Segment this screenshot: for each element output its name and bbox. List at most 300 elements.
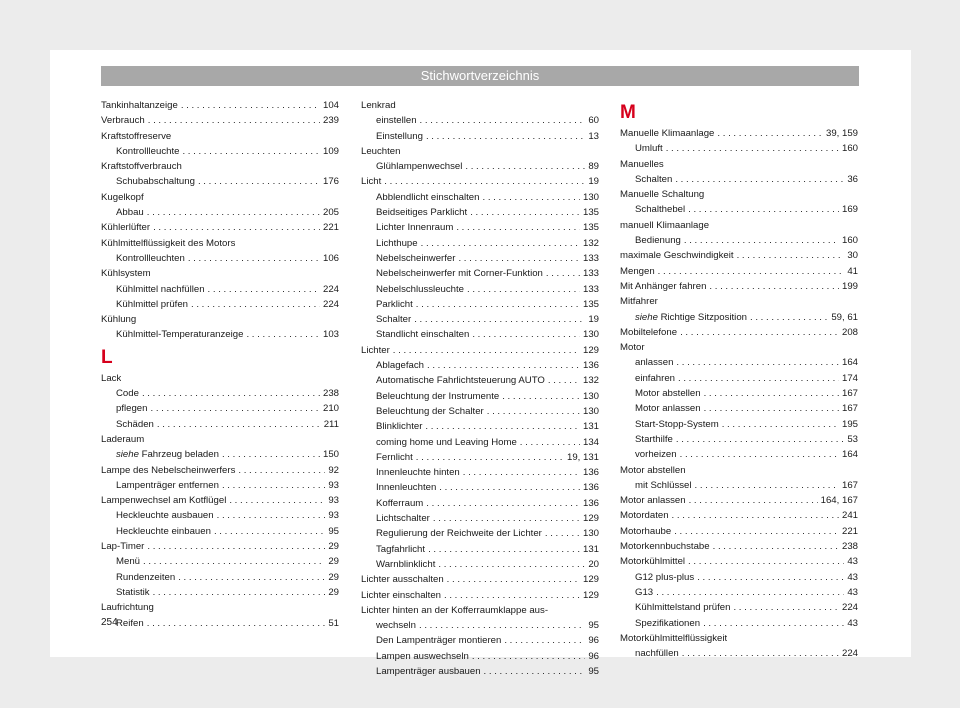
entry-page-ref: 211: [323, 418, 339, 430]
leader-dots: [465, 159, 585, 174]
index-entry: [101, 447, 339, 462]
entry-page-ref: 19: [588, 176, 599, 188]
index-entry: [361, 419, 599, 434]
entry-label: einfahren: [635, 372, 676, 384]
index-entry: [361, 603, 599, 618]
entry-label: manuell Klimaanlage: [620, 219, 710, 231]
entry-label: Kofferraum: [376, 497, 424, 509]
index-entry: [361, 174, 599, 189]
entry-page-ref: 96: [588, 635, 599, 647]
entry-label: Beidseitiges Parklicht: [376, 207, 468, 219]
entry-label: Mengen: [620, 265, 655, 277]
index-entry: [361, 649, 599, 664]
index-entry: [620, 233, 858, 248]
entry-page-ref: 164: [841, 357, 858, 369]
index-entry: [101, 236, 339, 251]
index-entry: [620, 386, 858, 401]
leader-dots: [188, 251, 320, 266]
entry-page-ref: 92: [328, 464, 339, 476]
entry-label: mit Schlüssel: [635, 479, 692, 491]
leader-dots: [688, 202, 839, 217]
index-entry: [101, 266, 339, 281]
entry-label: G12 plus-plus: [635, 571, 695, 583]
index-column-3: [620, 98, 858, 661]
section-letter: L: [101, 346, 113, 368]
leader-dots: [502, 389, 580, 404]
leader-dots: [463, 465, 580, 480]
index-entry: [101, 129, 339, 144]
entry-page-ref: 136: [582, 497, 599, 509]
entry-label: Schalter: [376, 314, 412, 326]
entry-page-ref: 150: [322, 449, 339, 461]
entry-page-ref: 135: [582, 207, 599, 219]
entry-label: Schäden: [116, 418, 154, 430]
leader-dots: [421, 236, 580, 251]
entry-label: nachfüllen: [635, 648, 679, 660]
entry-label: Warnblinklicht: [376, 558, 436, 570]
entry-label: wechseln: [376, 620, 416, 632]
leader-dots: [147, 616, 326, 631]
leader-dots: [709, 279, 839, 294]
leader-dots: [420, 113, 586, 128]
entry-label: Nebelscheinwerfer: [376, 252, 456, 264]
index-entry: [361, 465, 599, 480]
entry-label: Lichthupe: [376, 237, 418, 249]
entry-label: Nebelschlussleuchte: [376, 283, 464, 295]
leader-dots: [750, 310, 828, 325]
leader-dots: [444, 588, 580, 603]
entry-label: pflegen: [116, 403, 148, 415]
entry-page-ref: 167: [841, 403, 858, 415]
entry-page-ref: 39, 159: [825, 128, 858, 139]
index-entry: [101, 327, 339, 342]
entry-label: Bedienung: [635, 235, 681, 247]
entry-label: Schubabschaltung: [116, 176, 195, 188]
entry-page-ref: 95: [328, 525, 339, 537]
entry-page-ref: 43: [847, 556, 858, 568]
index-entry: [101, 463, 339, 478]
leader-dots: [384, 174, 585, 189]
entry-page-ref: 95: [588, 620, 599, 632]
index-entry: [361, 588, 599, 603]
leader-dots: [214, 524, 325, 539]
index-entry: [620, 248, 858, 263]
index-entry: [620, 478, 858, 493]
entry-page-ref: 167: [841, 479, 858, 491]
index-entry: [101, 190, 339, 205]
entry-label: siehe Richtige Sitzposition: [635, 311, 747, 323]
index-entry: [101, 113, 339, 128]
entry-page-ref: 43: [847, 571, 858, 583]
index-column-1: [101, 98, 339, 631]
leader-dots: [222, 447, 320, 462]
leader-dots: [208, 282, 320, 297]
page-header: Stichwortverzeichnis: [101, 66, 859, 86]
index-entry: [361, 236, 599, 251]
leader-dots: [191, 297, 320, 312]
entry-page-ref: 19: [588, 314, 599, 326]
index-entry: [361, 511, 599, 526]
index-entry: [101, 297, 339, 312]
index-entry: [101, 98, 339, 113]
entry-label: Innenleuchten: [376, 482, 437, 494]
entry-label: Motor abstellen: [620, 464, 686, 476]
leader-dots: [684, 233, 839, 248]
entry-page-ref: 164: [841, 449, 858, 461]
leader-dots: [142, 386, 320, 401]
leader-dots: [688, 554, 844, 569]
entry-label: Kühlerlüfter: [101, 222, 151, 234]
leader-dots: [414, 312, 585, 327]
entry-label: Kühlmittelflüssigkeit des Motors: [101, 237, 236, 249]
leader-dots: [482, 190, 580, 205]
entry-label: Kraftstoffverbrauch: [101, 161, 182, 173]
leader-dots: [676, 432, 844, 447]
leader-dots: [733, 600, 839, 615]
leader-dots: [439, 480, 580, 495]
leader-dots: [656, 585, 844, 600]
leader-dots: [198, 174, 320, 189]
index-entry: [620, 279, 858, 294]
entry-label: Kontrollleuchte: [116, 145, 180, 157]
leader-dots: [470, 205, 580, 220]
entry-label: Laderaum: [101, 433, 145, 445]
entry-label: Kühlmittel-Temperaturanzeige: [116, 329, 244, 341]
entry-label: Motor anlassen: [635, 403, 701, 415]
entry-label: Manuelle Schaltung: [620, 189, 705, 201]
leader-dots: [487, 404, 580, 419]
leader-dots: [689, 493, 818, 508]
leader-dots: [426, 129, 585, 144]
index-entry: [620, 616, 858, 631]
entry-label: Lack: [101, 372, 122, 384]
entry-label: Lichtschalter: [376, 513, 430, 525]
entry-page-ref: 208: [841, 326, 858, 338]
entry-label: Lichter Innenraum: [376, 222, 454, 234]
entry-label: Start-Stopp-System: [635, 418, 719, 430]
leader-dots: [697, 570, 844, 585]
leader-dots: [238, 463, 325, 478]
leader-dots: [447, 572, 580, 587]
entry-page-ref: 130: [582, 405, 599, 417]
index-entry: [620, 554, 858, 569]
index-entry: [101, 251, 339, 266]
index-entry: [101, 220, 339, 235]
entry-page-ref: 221: [322, 222, 339, 234]
entry-label: Umluft: [635, 143, 663, 155]
index-entry: [101, 174, 339, 189]
index-entry: [361, 572, 599, 587]
entry-label: Lampenträger ausbauen: [376, 665, 481, 677]
index-entry: [101, 539, 339, 554]
entry-label: Kühlmittelstand prüfen: [635, 602, 731, 614]
leader-dots: [548, 373, 580, 388]
index-entry: [361, 435, 599, 450]
page-number: 254: [101, 617, 118, 628]
index-entry: [620, 417, 858, 432]
entry-label: Abbau: [116, 207, 144, 219]
index-entry: [620, 539, 858, 554]
index-entry: [361, 496, 599, 511]
leader-dots: [153, 585, 326, 600]
entry-label: Heckleuchte einbauen: [116, 525, 211, 537]
entry-label: Motorkennbuchstabe: [620, 541, 710, 553]
entry-label: Innenleuchte hinten: [376, 467, 460, 479]
index-entry: [620, 371, 858, 386]
entry-label: Verbrauch: [101, 115, 145, 127]
entry-label: Motorkühlmittel: [620, 556, 686, 568]
entry-label: Kühlung: [101, 314, 137, 326]
entry-page-ref: 29: [328, 586, 339, 598]
entry-page-ref: 43: [847, 617, 858, 629]
entry-page-ref: 241: [841, 510, 858, 522]
entry-label: maximale Geschwindigkeit: [620, 250, 734, 262]
index-entry: [620, 463, 858, 478]
entry-label: Laufrichtung: [101, 602, 154, 614]
entry-page-ref: 93: [328, 495, 339, 507]
index-entry: [101, 616, 339, 631]
entry-label: Fernlicht: [376, 451, 413, 463]
entry-page-ref: 238: [322, 388, 339, 400]
index-entry: [361, 542, 599, 557]
index-entry: [101, 600, 339, 615]
index-entry: [361, 557, 599, 572]
entry-page-ref: 103: [322, 329, 339, 341]
entry-label: Lichter einschalten: [361, 589, 441, 601]
entry-page-ref: 29: [328, 556, 339, 568]
leader-dots: [717, 126, 823, 141]
entry-label: vorheizen: [635, 449, 677, 461]
leader-dots: [675, 172, 844, 187]
index-entry: [361, 129, 599, 144]
leader-dots: [695, 478, 839, 493]
entry-page-ref: 129: [582, 344, 599, 356]
leader-dots: [467, 282, 580, 297]
index-entry: [101, 159, 339, 174]
entry-page-ref: 53: [847, 433, 858, 445]
entry-page-ref: 132: [582, 237, 599, 249]
entry-label: Starthilfe: [635, 433, 673, 445]
leader-dots: [147, 205, 320, 220]
entry-label: siehe Fahrzeug beladen: [116, 449, 219, 461]
entry-label: Lenkrad: [361, 100, 396, 111]
leader-dots: [157, 417, 321, 432]
entry-label: Automatische Fahrlichtsteuerung AUTO: [376, 375, 545, 387]
entry-page-ref: 132: [582, 375, 599, 387]
entry-label: Kugelkopf: [101, 191, 144, 203]
leader-dots: [143, 554, 325, 569]
entry-label: Glühlampenwechsel: [376, 161, 463, 173]
entry-label: Manuelle Klimaanlage: [620, 128, 715, 139]
entry-page-ref: 60: [588, 115, 599, 127]
entry-label: Menü: [116, 556, 140, 568]
entry-page-ref: 210: [322, 403, 339, 415]
entry-label: Tankinhaltanzeige: [101, 100, 178, 111]
leader-dots: [426, 496, 580, 511]
index-entry: [620, 631, 858, 646]
index-entry: [361, 343, 599, 358]
leader-dots: [416, 450, 564, 465]
entry-page-ref: 224: [322, 298, 339, 310]
entry-page-ref: 43: [847, 586, 858, 598]
section-letter: M: [620, 102, 636, 123]
entry-page-ref: 136: [582, 467, 599, 479]
entry-page-ref: 160: [841, 235, 858, 247]
entry-page-ref: 130: [582, 528, 599, 540]
leader-dots: [458, 251, 580, 266]
index-entry: [620, 310, 858, 325]
index-entry: [620, 585, 858, 600]
index-entry: [361, 251, 599, 266]
entry-label: Einstellung: [376, 130, 423, 142]
index-entry: [361, 618, 599, 633]
index-entry: [620, 172, 858, 187]
index-entry: [361, 404, 599, 419]
index-entry: [620, 187, 858, 202]
entry-label: Leuchten: [361, 145, 401, 157]
entry-label: G13: [635, 586, 654, 598]
index-entry: [101, 570, 339, 585]
leader-dots: [393, 343, 580, 358]
leader-dots: [674, 524, 839, 539]
index-entry: [361, 664, 599, 679]
leader-dots: [438, 557, 585, 572]
entry-page-ref: 19, 131: [566, 451, 599, 463]
entry-page-ref: 136: [582, 482, 599, 494]
leader-dots: [704, 401, 839, 416]
entry-page-ref: 134: [582, 436, 599, 448]
index-entry: [361, 373, 599, 388]
index-entry: [101, 493, 339, 508]
leader-dots: [520, 435, 580, 450]
index-entry: [361, 633, 599, 648]
leader-dots: [713, 539, 839, 554]
entry-label: Manuelles: [620, 158, 664, 170]
entry-page-ref: 133: [582, 268, 599, 280]
leader-dots: [484, 664, 586, 679]
leader-dots: [680, 447, 839, 462]
entry-label: Lap-Timer: [101, 541, 145, 553]
entry-label: einstellen: [376, 115, 417, 127]
entry-label: Lichter ausschalten: [361, 574, 444, 586]
entry-page-ref: 89: [588, 161, 599, 173]
entry-label: Motorkühlmittelflüssigkeit: [620, 632, 728, 644]
entry-page-ref: 109: [322, 145, 339, 157]
entry-page-ref: 131: [582, 543, 599, 555]
entry-page-ref: 130: [582, 329, 599, 341]
entry-page-ref: 224: [841, 602, 858, 614]
index-entry: [101, 371, 339, 386]
index-entry: [361, 205, 599, 220]
index-entry: [361, 327, 599, 342]
leader-dots: [704, 386, 839, 401]
entry-label: Ablagefach: [376, 360, 425, 372]
leader-dots: [504, 633, 585, 648]
entry-label: Motor abstellen: [635, 388, 701, 400]
leader-dots: [472, 327, 580, 342]
index-entry: [361, 220, 599, 235]
entry-page-ref: 136: [582, 360, 599, 372]
leader-dots: [419, 618, 585, 633]
index-entry: [620, 508, 858, 523]
leader-dots: [425, 419, 580, 434]
leader-dots: [178, 570, 325, 585]
entry-page-ref: 104: [322, 100, 339, 111]
entry-label: Spezifikationen: [635, 617, 701, 629]
leader-dots: [427, 358, 580, 373]
entry-page-ref: 20: [588, 558, 599, 570]
leader-dots: [680, 325, 839, 340]
entry-page-ref: 167: [841, 388, 858, 400]
entry-page-ref: 106: [322, 252, 339, 264]
index-entry: [361, 113, 599, 128]
entry-page-ref: 36: [847, 173, 858, 185]
index-entry: [620, 157, 858, 172]
index-entry: [620, 141, 858, 156]
entry-label: Kühlmittel prüfen: [116, 298, 188, 310]
leader-dots: [545, 526, 580, 541]
entry-label: Mit Anhänger fahren: [620, 280, 707, 292]
entry-page-ref: 221: [841, 525, 858, 537]
entry-page-ref: 238: [841, 541, 858, 553]
index-entry: [620, 524, 858, 539]
index-entry: [101, 417, 339, 432]
index-entry: [620, 264, 858, 279]
index-entry: [361, 312, 599, 327]
index-entry: [620, 355, 858, 370]
leader-dots: [147, 539, 325, 554]
index-entry: [620, 126, 858, 141]
entry-label: Reifen: [116, 617, 144, 629]
index-entry: [101, 508, 339, 523]
entry-page-ref: 160: [841, 143, 858, 155]
index-entry: [101, 554, 339, 569]
entry-label: anlassen: [635, 357, 674, 369]
entry-label: Blinklichter: [376, 421, 423, 433]
entry-page-ref: 93: [328, 510, 339, 522]
entry-page-ref: 224: [841, 648, 858, 660]
entry-label: Motordaten: [620, 510, 669, 522]
leader-dots: [428, 542, 580, 557]
entry-label: Beleuchtung der Schalter: [376, 405, 484, 417]
entry-page-ref: 129: [582, 589, 599, 601]
index-entry: [361, 282, 599, 297]
index-entry: [620, 646, 858, 661]
index-entry: [361, 190, 599, 205]
entry-page-ref: 164, 167: [820, 495, 858, 507]
index-entry: [620, 432, 858, 447]
entry-label: Lampenwechsel am Kotflügel: [101, 495, 227, 507]
index-entry: [620, 493, 858, 508]
leader-dots: [148, 113, 320, 128]
entry-page-ref: 224: [322, 283, 339, 295]
leader-dots: [246, 327, 320, 342]
entry-page-ref: 130: [582, 191, 599, 203]
entry-label: Parklicht: [376, 298, 413, 310]
entry-page-ref: 135: [582, 222, 599, 234]
entry-page-ref: 174: [841, 372, 858, 384]
index-entry: [101, 478, 339, 493]
index-entry: [620, 218, 858, 233]
index-entry: [361, 159, 599, 174]
leader-dots: [456, 220, 580, 235]
index-entry: [361, 480, 599, 495]
entry-page-ref: 129: [582, 574, 599, 586]
leader-dots: [666, 141, 839, 156]
leader-dots: [416, 297, 580, 312]
index-entry: [101, 144, 339, 159]
entry-page-ref: 131: [582, 421, 599, 433]
